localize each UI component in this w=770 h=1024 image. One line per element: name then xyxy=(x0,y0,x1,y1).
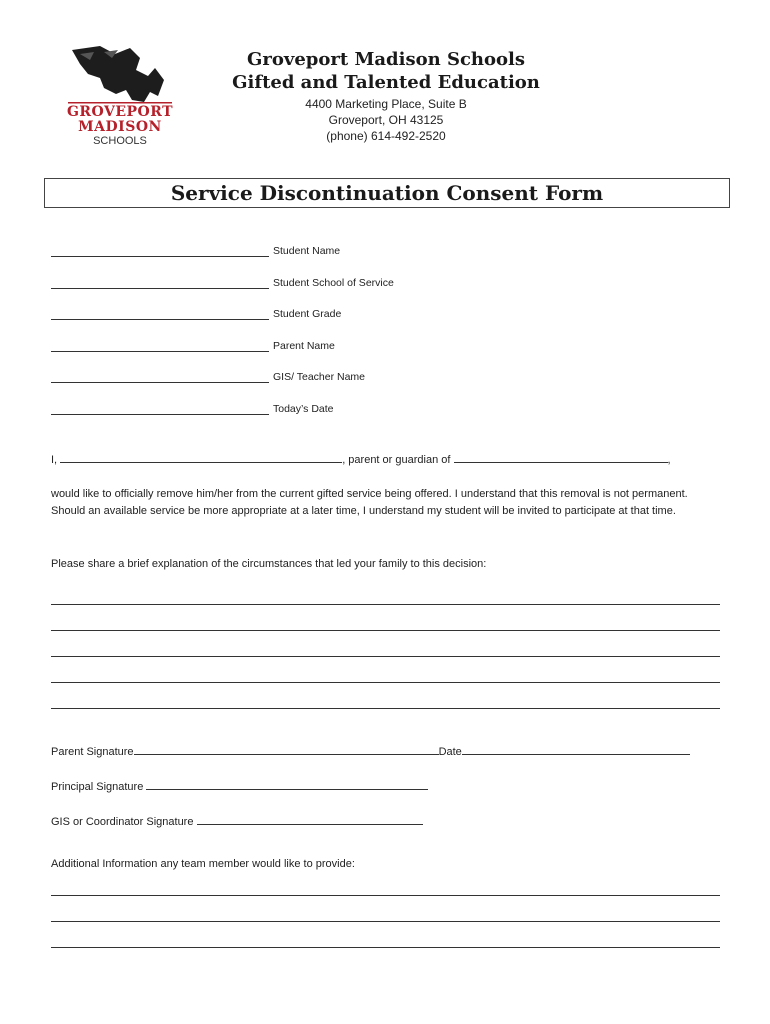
explanation-line-2[interactable] xyxy=(51,630,720,631)
additional-line-1[interactable] xyxy=(51,895,720,896)
gis-signature-label: GIS or Coordinator Signature xyxy=(51,816,194,828)
todays-date-label: Today’s Date xyxy=(273,403,334,415)
form-title: Service Discontinuation Consent Form xyxy=(44,178,730,208)
student-school-line[interactable] xyxy=(51,278,269,289)
consent-suffix: , xyxy=(667,454,671,466)
logo-text-groveport: GROVEPORT xyxy=(66,104,174,120)
explanation-line-4[interactable] xyxy=(51,682,720,683)
explanation-line-5[interactable] xyxy=(51,708,720,709)
student-name-line[interactable] xyxy=(51,246,269,257)
consent-middle: , parent or guardian of xyxy=(342,454,451,466)
logo-text-madison: MADISON xyxy=(78,119,162,135)
consent-sentence xyxy=(51,451,731,469)
explanation-line-1[interactable] xyxy=(51,604,720,605)
phone-number: (phone) 614-492-2520 xyxy=(326,129,446,143)
explanation-prompt: Please share a brief explanation of the circumstances that led your family to this decision: xyxy=(51,558,487,570)
parent-name-line[interactable] xyxy=(51,341,269,352)
program-name: Gifted and Talented Education xyxy=(232,72,540,93)
parent-name-field[interactable] xyxy=(51,338,335,352)
additional-line-3[interactable] xyxy=(51,947,720,948)
consent-prefix: I, xyxy=(51,454,58,466)
teacher-name-label: GIS/ Teacher Name xyxy=(273,371,366,383)
student-school-field[interactable] xyxy=(51,275,394,289)
additional-info-prompt: Additional Information any team member would like to provide: xyxy=(51,858,355,870)
principal-signature-row xyxy=(51,778,731,796)
teacher-name-field[interactable] xyxy=(51,369,365,383)
student-grade-field[interactable] xyxy=(51,306,341,320)
consent-paragraph: would like to officially remove him/her from the current gifted service being offered. I understand that this removal is not permanent. Should an available service be more appropriate at a later time, I understand my student will be invited to participate at that time. xyxy=(51,488,688,517)
student-school-label: Student School of Service xyxy=(273,277,394,289)
student-name-field[interactable] xyxy=(51,243,340,257)
signature-date-line[interactable] xyxy=(462,743,690,755)
gis-signature-line[interactable] xyxy=(197,813,423,825)
gis-signature-row xyxy=(51,813,731,831)
parent-signature-row xyxy=(51,743,731,761)
address-line-1: 4400 Marketing Place, Suite B xyxy=(305,97,467,111)
parent-signature-label: Parent Signature xyxy=(51,746,134,758)
teacher-name-line[interactable] xyxy=(51,372,269,383)
logo-text-schools: SCHOOLS xyxy=(93,135,147,147)
parent-signature-line[interactable] xyxy=(134,743,439,755)
date-label: Date xyxy=(438,746,462,758)
todays-date-line[interactable] xyxy=(51,404,269,415)
todays-date-field[interactable] xyxy=(51,401,334,415)
parent-name-label: Parent Name xyxy=(273,340,335,352)
student-name-label: Student Name xyxy=(273,245,341,257)
student-grade-line[interactable] xyxy=(51,309,269,320)
student-grade-label: Student Grade xyxy=(273,308,342,320)
principal-signature-line[interactable] xyxy=(146,778,428,790)
explanation-line-3[interactable] xyxy=(51,656,720,657)
principal-signature-label: Principal Signature xyxy=(51,781,144,793)
student-name-inline-line[interactable] xyxy=(454,451,668,463)
address-line-2: Groveport, OH 43125 xyxy=(328,113,444,127)
additional-line-2[interactable] xyxy=(51,921,720,922)
district-name: Groveport Madison Schools xyxy=(247,49,525,70)
guardian-name-line[interactable] xyxy=(60,451,342,463)
